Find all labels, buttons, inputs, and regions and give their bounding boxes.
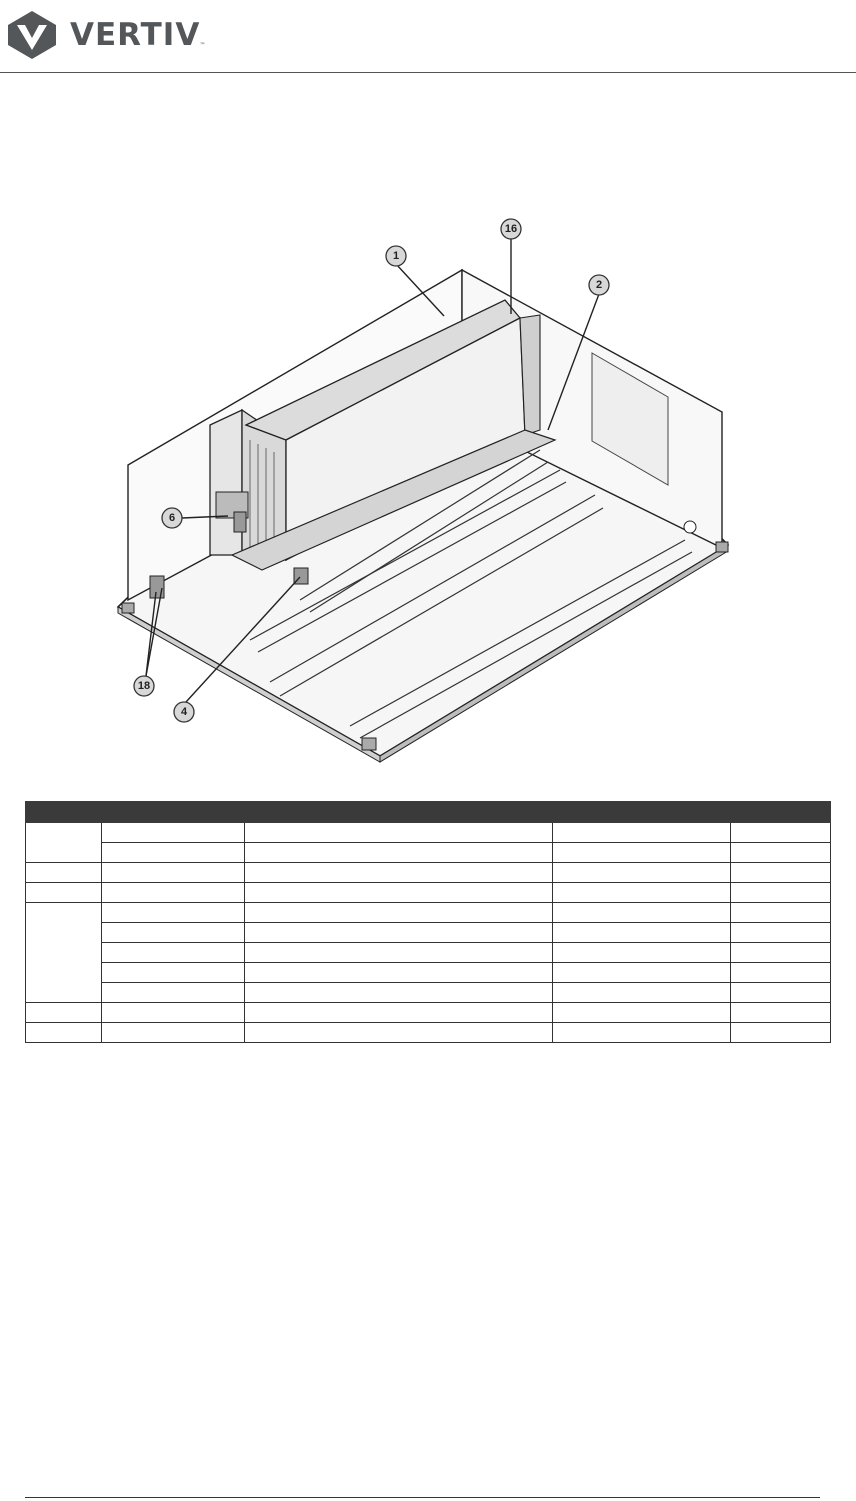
table-cell [553, 843, 731, 863]
table-cell [731, 983, 831, 1003]
table-cell [731, 1003, 831, 1023]
table-header-cell [245, 802, 553, 823]
table-row [26, 863, 831, 883]
table-cell [102, 923, 245, 943]
table-cell [102, 963, 245, 983]
table-row [26, 883, 831, 903]
table-header-cell [26, 802, 102, 823]
page-header [0, 0, 856, 74]
table-cell [553, 903, 731, 923]
table-cell [102, 943, 245, 963]
table-cell [731, 883, 831, 903]
table-cell [731, 923, 831, 943]
table-cell [26, 883, 102, 903]
logo-wordmark: VERTIV ™ [70, 17, 207, 53]
table-cell [102, 983, 245, 1003]
table-cell [245, 963, 553, 983]
table-row [26, 823, 831, 843]
table-cell [245, 923, 553, 943]
callout-18 [134, 676, 154, 696]
table-cell [26, 1003, 102, 1023]
table-cell [731, 963, 831, 983]
table-row [26, 943, 831, 963]
table-cell [553, 883, 731, 903]
svg-text:2: 2 [595, 279, 603, 291]
table-cell [245, 943, 553, 963]
svg-text:4: 4 [180, 706, 188, 718]
table-cell [245, 983, 553, 1003]
table-cell [102, 823, 245, 843]
table-row [26, 843, 831, 863]
table-cell [102, 863, 245, 883]
callout-4 [174, 702, 194, 722]
table-cell [245, 843, 553, 863]
svg-text:18: 18 [137, 680, 151, 692]
table-cell [553, 963, 731, 983]
table-cell [731, 943, 831, 963]
vertiv-v-icon [6, 10, 58, 60]
table-cell [245, 823, 553, 843]
table-header-cell [102, 802, 245, 823]
table-cell [102, 1003, 245, 1023]
table-cell [553, 1003, 731, 1023]
table-cell [245, 903, 553, 923]
table-cell [26, 863, 102, 883]
table-cell [102, 883, 245, 903]
svg-text:1: 1 [392, 250, 400, 262]
table-cell [731, 903, 831, 923]
table-header-row [26, 802, 831, 823]
table-cell [553, 943, 731, 963]
table-row [26, 923, 831, 943]
table-cell [26, 903, 102, 1003]
unit-isometric-drawing [100, 210, 740, 770]
table-cell [102, 1023, 245, 1043]
table-cell [553, 823, 731, 843]
table-cell [245, 883, 553, 903]
table-cell [26, 1023, 102, 1043]
table-cell [731, 863, 831, 883]
svg-text:16: 16 [504, 223, 518, 235]
table-row [26, 1023, 831, 1043]
table-cell [731, 823, 831, 843]
table-cell [553, 1023, 731, 1043]
footer-divider [25, 1497, 820, 1498]
table-cell [245, 863, 553, 883]
svg-text:6: 6 [168, 512, 176, 524]
parts-table [25, 801, 831, 1043]
table-header-cell [731, 802, 831, 823]
table-header-cell [553, 802, 731, 823]
table-cell [102, 843, 245, 863]
table-row [26, 983, 831, 1003]
table-cell [245, 1023, 553, 1043]
table-cell [731, 1023, 831, 1043]
table-cell [553, 983, 731, 1003]
header-divider [0, 72, 856, 73]
table-cell [553, 923, 731, 943]
table-cell [245, 1003, 553, 1023]
callout-6 [162, 508, 182, 528]
table-row [26, 903, 831, 923]
callout-2 [589, 275, 609, 295]
table-cell [102, 903, 245, 923]
callout-1 [386, 246, 406, 266]
callout-16 [501, 219, 521, 239]
table-cell [731, 843, 831, 863]
table-cell [26, 823, 102, 863]
table-row [26, 963, 831, 983]
table-cell [553, 863, 731, 883]
table-row [26, 1003, 831, 1023]
vertiv-logo [6, 10, 207, 60]
